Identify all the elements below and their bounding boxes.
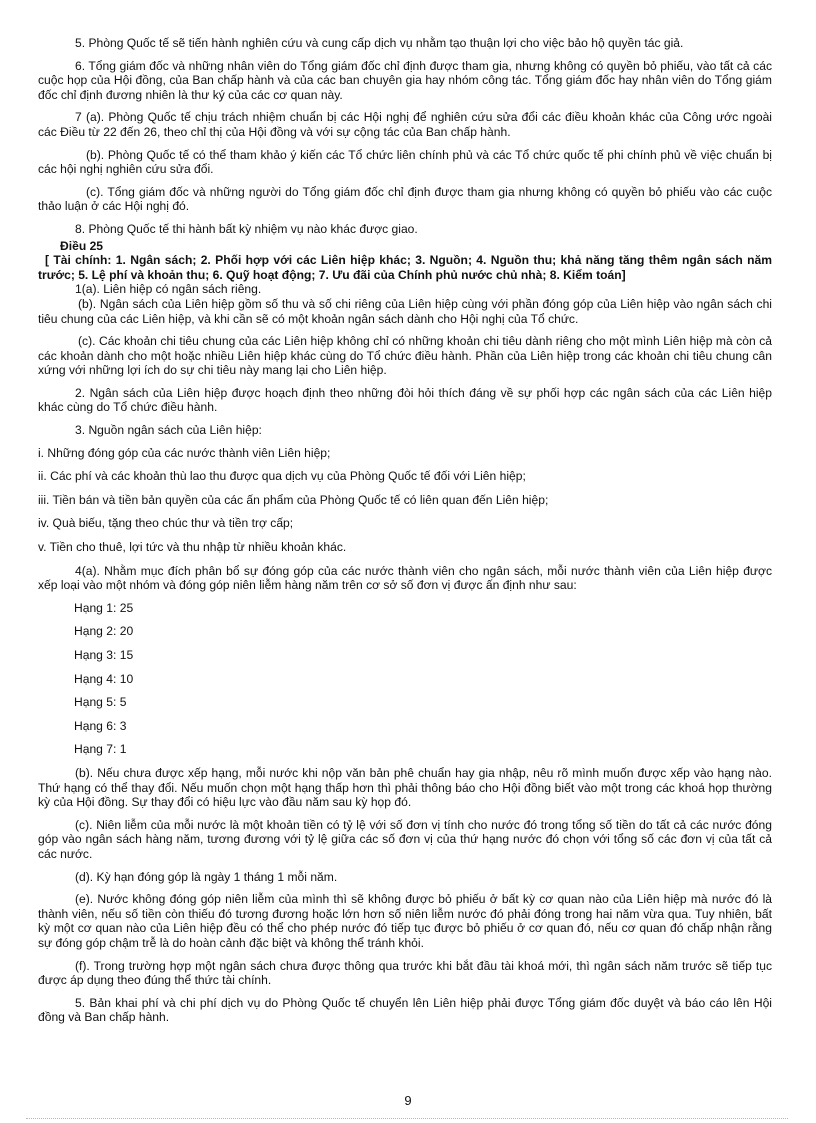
rank-item: Hạng 3: 15	[74, 648, 134, 662]
paragraph-4d-due-date: (d). Kỳ hạn đóng góp là ngày 1 tháng 1 mỗi năm.	[75, 869, 338, 884]
document-page	[38, 36, 772, 1033]
paragraph-7c-participation: (c). Tổng giám đốc và những người do Tổng giám đốc chỉ định được tham gia nhưng không có quyền bỏ phiếu vào các cuộc thảo luận ở các Hội nghị đó.	[38, 184, 772, 214]
paragraph-4f-budget-continuation: (f). Trong trường hợp một ngân sách chưa được thông qua trước khi bắt đầu tài khoá mới, thì ngân sách năm trước sẽ tiếp tục được áp dụng theo đúng thể thức tài chính.	[38, 958, 772, 988]
source-item: i. Những đóng góp của các nước thành viên Liên hiệp;	[38, 445, 331, 460]
footer-divider	[26, 1118, 788, 1119]
paragraph-8-other-tasks: 8. Phòng Quốc tế thi hành bất kỳ nhiệm vụ nào khác được giao.	[75, 221, 418, 236]
page-number: 9	[404, 1093, 412, 1108]
paragraph-7a-conferences: 7 (a). Phòng Quốc tế chịu trách nhiệm chuẩn bị các Hội nghị để nghiên cứu sửa đổi các điều khoản khác của Công ước ngoài các Điều từ 22 đến 26, theo chỉ thị của Hội đồng và với sự cộng tác của Ban chấp hành.	[38, 110, 772, 139]
paragraph-4b-class-choice: (b). Nếu chưa được xếp hạng, mỗi nước khi nộp văn bản phê chuẩn hay gia nhập, nêu rõ mình muốn được xếp vào hạng nào. Thứ hạng có thể thay đổi. Nếu muốn chọn một hạng thấp hơn thì phải thông báo cho Hội đồng biết vào một trong các khoá họp thường kỳ của Hội đồng. Sự thay đổi có hiệu lực vào đầu năm sau kỳ họp đó.	[38, 765, 772, 810]
paragraph-3-sources-heading: 3. Nguồn ngân sách của Liên hiệp:	[75, 423, 262, 438]
rank-item: Hạng 2: 20	[74, 624, 134, 639]
rank-item: Hạng 1: 25	[74, 600, 134, 615]
paragraph-1c-common-expenses: (c). Các khoản chi tiêu chung của các Liên hiệp không chỉ có những khoản chi tiêu dành riêng cho một mình Liên hiệp mà còn cả các khoản dành cho một hoặc nhiều Liên hiệp khác cùng do Tổ chức điều hành. Phần của Liên hiệp trong các khoản chi tiêu chung cân xứng với những lợi ích do sự chi tiêu này mang lại cho Liên hiệp.	[38, 334, 772, 378]
paragraph-4a-contribution-classes: 4(a). Nhằm mục đích phân bổ sự đóng góp của các nước thành viên cho ngân sách, mỗi nước thành viên của Liên hiệp được xếp loại vào một nhóm và đóng góp niên liễm hàng năm trên cơ sở số đơn vị được ấn định như sau:	[38, 563, 772, 593]
paragraph-4e-arrears: (e). Nước không đóng góp niên liễm của mình thì sẽ không được bỏ phiếu ở bất kỳ cơ quan nào của Liên hiệp mà nước đó là thành viên, nếu số tiền còn thiếu đó tương đương hoặc lớn hơn số niên liễm nước đó phải đóng trong hai năm vừa qua. Tuy nhiên, bất kỳ một cơ quan nào của Liên hiệp đều có thể cho phép nước đó tiếp tục được bỏ phiếu ở cơ quan đó, nếu cơ quan đó chấp nhận rằng sự đóng góp chậm trễ là do hoàn cảnh đặc biệt và không thể tránh khỏi.	[38, 892, 772, 950]
source-item: iv. Quà biếu, tặng theo chúc thư và tiền trợ cấp;	[38, 516, 294, 531]
paragraph-1b-budget-composition: (b). Ngân sách của Liên hiệp gồm số thu và số chi riêng của Liên hiệp cùng với phần đóng góp của Liên hiệp vào ngân sách chi tiêu chung của các Liên hiệp, và khi cần sẽ có một khoản ngân sách dành cho Hội nghị của Tổ chức.	[38, 296, 772, 326]
article-title: Điều 25	[60, 238, 104, 253]
paragraph-5-research: 5. Phòng Quốc tế sẽ tiến hành nghiên cứu và cung cấp dịch vụ nhằm tạo thuận lợi cho việc bảo hộ quyền tác giả.	[75, 36, 684, 50]
rank-item: Hạng 6: 3	[74, 718, 127, 733]
rank-item: Hạng 5: 5	[74, 695, 127, 710]
paragraph-5-fees: 5. Bản khai phí và chi phí dịch vụ do Phòng Quốc tế chuyển lên Liên hiệp phải được Tổng giám đốc duyệt và báo cáo lên Hội đồng và Ban chấp hành.	[38, 995, 772, 1025]
paragraph-1a-budget: 1(a). Liên hiệp có ngân sách riêng.	[75, 282, 262, 297]
source-item: v. Tiền cho thuê, lợi tức và thu nhập từ nhiều khoản khác.	[38, 540, 347, 555]
article-subtitle: [ Tài chính: 1. Ngân sách; 2. Phối hợp với các Liên hiệp khác; 3. Nguồn; 4. Nguồn thu; khả năng tăng thêm ngân sách năm trước; 5. Lệ phí và khoản thu; 6. Quỹ hoạt động; 7. Ưu đãi của Chính phủ nước chủ nhà; 8. Kiểm toán]	[38, 253, 772, 282]
paragraph-7b-consultation: (b). Phòng Quốc tế có thể tham khảo ý kiến các Tổ chức liên chính phủ và các Tổ chức quốc tế phi chính phủ về việc chuẩn bị các hội nghị nghiên cứu sửa đổi.	[38, 147, 772, 177]
paragraph-2-coordination: 2. Ngân sách của Liên hiệp được hoạch định theo những đòi hỏi thích đáng về sự phối hợp các ngân sách của các Liên hiệp khác cùng do Tổ chức điều hành.	[38, 385, 772, 415]
paragraph-4c-annual-contribution: (c). Niên liễm của mỗi nước là một khoản tiền có tỷ lệ với số đơn vị tính cho nước đó trong tổng số tiền do tất cả các nước đóng góp vào ngân sách hàng năm, tương đương với tỷ lệ giữa các số đơn vị của thứ hạng nước đó chọn với tổng số các đơn vị của tất cả các nước.	[38, 817, 772, 861]
source-item: ii. Các phí và các khoản thù lao thu được qua dịch vụ của Phòng Quốc tế đối với Liên hiệp;	[38, 469, 526, 484]
source-item: iii. Tiền bán và tiền bản quyền của các ấn phẩm của Phòng Quốc tế có liên quan đến Liên hiệp;	[38, 492, 549, 507]
paragraph-6-director-general: 6. Tổng giám đốc và những nhân viên do Tổng giám đốc chỉ định được tham gia, nhưng không có quyền bỏ phiếu, vào tất cả các cuộc họp của Hội đồng, của Ban chấp hành và của các ban chuyên gia hay nhóm công tác. Tổng giám đốc hay nhân viên do Tổng giám đốc chỉ định đương nhiên là thư ký của các cơ quan này.	[38, 58, 772, 102]
rank-item: Hạng 4: 10	[74, 671, 134, 686]
rank-item: Hạng 7: 1	[74, 742, 127, 757]
